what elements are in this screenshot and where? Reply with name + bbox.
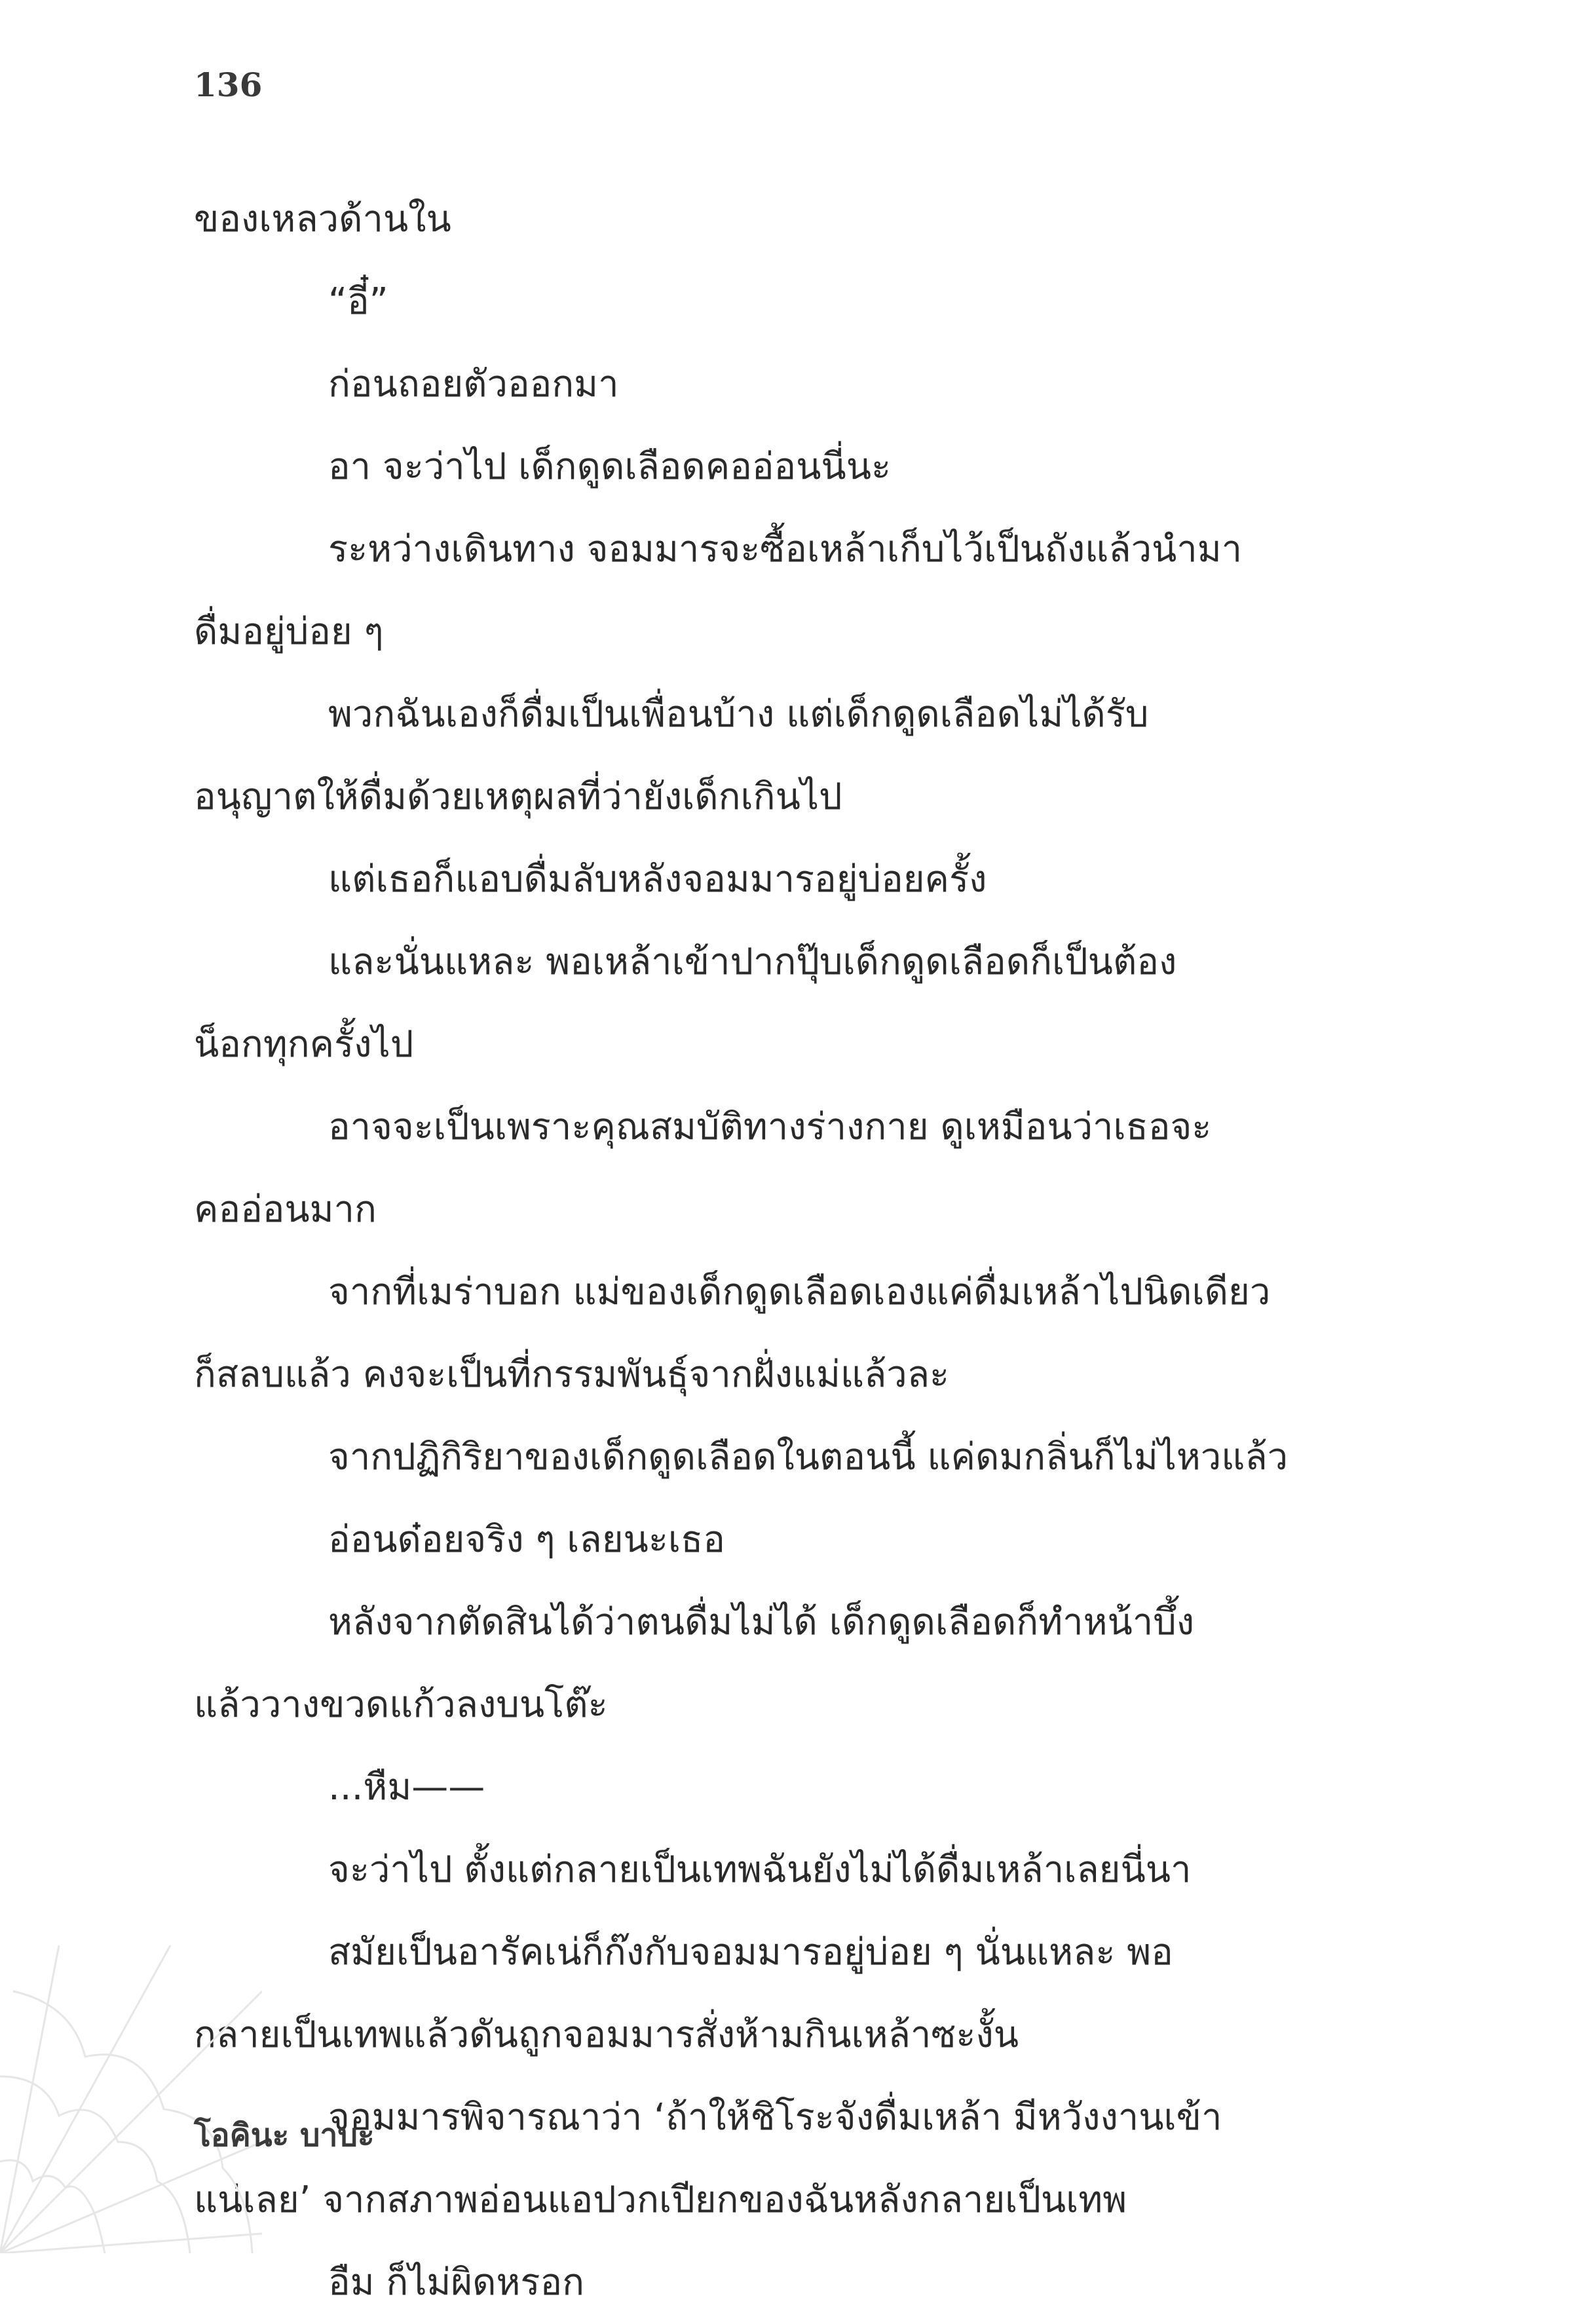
- footer-author: โอคินะ บาบะ: [194, 2117, 375, 2154]
- text-line: ก่อนถอยตัวออกมา: [328, 363, 619, 405]
- text-line: จากที่เมร่าบอก แม่ของเด็กดูดเลือดเองแค่ดื่มเหล้าไปนิดเดียว: [328, 1271, 1271, 1313]
- text-line: จะว่าไป ตั้งแต่กลายเป็นเทพฉันยังไม่ได้ดื่มเหล้าเลยนี่นา: [328, 1848, 1192, 1891]
- text-line: อ่อนด๋อยจริง ๆ เลยนะเธอ: [328, 1518, 725, 1561]
- text-line: แต่เธอก็แอบดื่มลับหลังจอมมารอยู่บ่อยครั้ง: [328, 858, 987, 901]
- text-line: ของเหลวด้านใน: [194, 198, 451, 240]
- text-line: สมัยเป็นอารัคเน่ก็ก๊งกับจอมมารอยู่บ่อย ๆ นั่นแหละ พอ: [328, 1931, 1173, 1974]
- body-text: [194, 178, 1384, 2324]
- text-line: น็อกทุกครั้งไป: [194, 1023, 414, 1066]
- text-line: ก็สลบแล้ว คงจะเป็นที่กรรมพันธุ์จากฝั่งแม่แล้วละ: [194, 1353, 950, 1396]
- text-line: อาจจะเป็นเพราะคุณสมบัติทางร่างกาย ดูเหมือนว่าเธอจะ: [328, 1106, 1212, 1148]
- text-line: แน่เลย’ จากสภาพอ่อนแอปวกเปียกของฉันหลังกลายเป็นเทพ: [194, 2179, 1127, 2221]
- text-line: ดื่มอยู่บ่อย ๆ: [194, 610, 384, 653]
- text-line: อนุญาตให้ดื่มด้วยเหตุผลที่ว่ายังเด็กเกินไป: [194, 776, 842, 818]
- text-line: จอมมารพิจารณาว่า ‘ถ้าให้ชิโระจังดื่มเหล้า มีหวังงานเข้า: [328, 2096, 1222, 2139]
- text-line: พวกฉันเองก็ดื่มเป็นเพื่อนบ้าง แต่เด็กดูดเลือดไม่ได้รับ: [328, 693, 1149, 736]
- text-line: และนั่นแหละ พอเหล้าเข้าปากปุ๊บเด็กดูดเลือดก็เป็นต้อง: [328, 941, 1177, 983]
- text-line: “อี๋”: [328, 280, 388, 323]
- text-line: อา จะว่าไป เด็กดูดเลือดคออ่อนนี่นะ: [328, 445, 892, 488]
- text-line: คออ่อนมาก: [194, 1188, 377, 1231]
- text-line: หลังจากตัดสินได้ว่าตนดื่มไม่ได้ เด็กดูดเลือดก็ทำหน้าบึ้ง: [328, 1601, 1195, 1643]
- spider-web-icon: [0, 1945, 262, 2253]
- text-line: อืม ก็ไม่ผิดหรอก: [328, 2261, 585, 2304]
- page-number: 136: [194, 66, 263, 104]
- text-line: กลายเป็นเทพแล้วดันถูกจอมมารสั่งห้ามกินเหล้าซะงั้น: [194, 2014, 1019, 2056]
- text-line: ...หืม——: [328, 1766, 485, 1809]
- text-line: แล้ววางขวดแก้วลงบนโต๊ะ: [194, 1683, 608, 1726]
- text-line: จากปฏิกิริยาของเด็กดูดเลือดในตอนนี้ แค่ดมกลิ่นก็ไม่ไหวแล้ว: [328, 1436, 1289, 1478]
- text-line: ระหว่างเดินทาง จอมมารจะซื้อเหล้าเก็บไว้เป็นถังแล้วนำมา: [328, 528, 1243, 571]
